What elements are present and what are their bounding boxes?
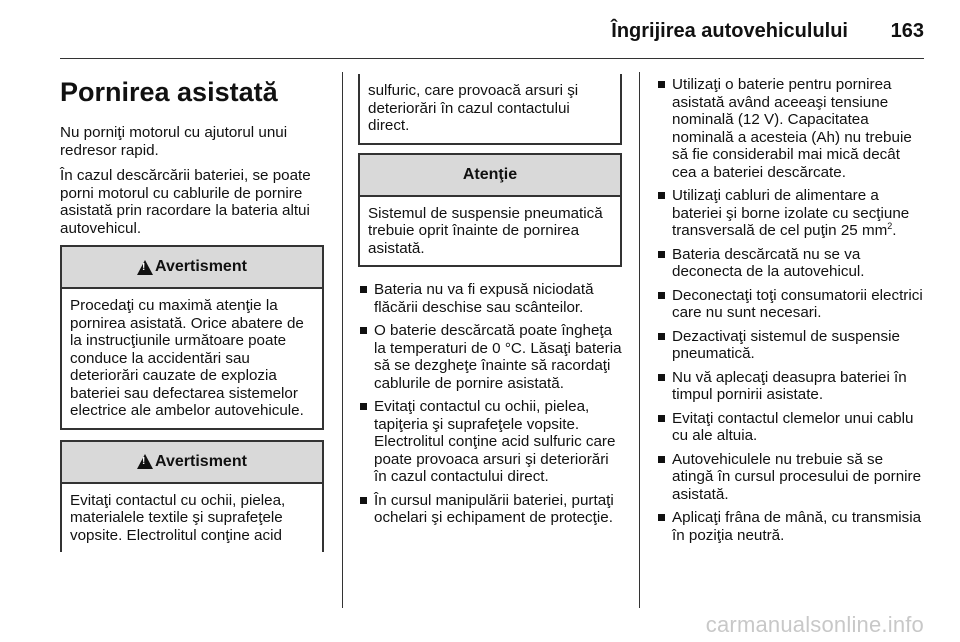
caution-title: Atenţie [462,165,518,183]
header-divider [60,58,924,59]
warning-text-continuation: sulfuric, care provoacă arsuri şi deteriorări în cazul contactului direct. [368,82,579,134]
column-2 [358,74,622,533]
warning-box-header [62,442,322,484]
list-item: O baterie descărcată poate îngheţa la temperaturi de 0 °C. Lăsaţi bateria să se dezgheţe înainte să racordaţi cablurile de pornire asistată. [358,322,622,392]
running-header-title: Îngrijirea autovehiculului [611,20,848,42]
watermark: carmanualsonline.info [705,612,924,637]
square-bullet-icon [658,374,665,381]
list-item: Aplicaţi frâna de mână, cu transmisia în poziţia neutră. [656,509,928,544]
page-number: 163 [890,20,924,42]
square-bullet-icon [658,251,665,258]
caution-box-header [360,155,620,197]
warning-box-header [62,247,322,289]
list-item: În cursul manipulării bateriei, purtaţi ochelari şi echipament de protecţie. [358,492,622,527]
paragraph-jump-start: În cazul descărcării bateriei, se poate porni motorul cu cablurile de pornire asistată prin racordare la bateria altui autovehicul. [60,167,311,237]
square-bullet-icon [658,292,665,299]
warning-text: Evitaţi contactul cu ochii, pielea, materialele textile şi suprafeţele vopsite. Electrolitul conţine acid [70,491,286,544]
warning-title: Avertisment [155,258,247,276]
warning-text: Procedaţi cu maximă atenţie la pornirea asistată. Orice abatere de la instrucţiunile următoare poate conduce la accidentări sau deteriorări cauzate de explozia bateriei sau defectarea sistemelor electrice ale ambelor autovehicule. [70,297,304,419]
warning-title: Avertisment [155,452,247,470]
warning-triangle-icon [137,260,153,275]
caution-text: Sistemul de suspensie pneumatică trebuie oprit înainte de pornirea asistată. [368,204,603,257]
list-item: Deconectaţi toţi consumatorii electrici care nu sunt necesari. [656,287,928,322]
square-bullet-icon [658,192,665,199]
list-item: Evitaţi contactul cu ochii, pielea, tapiţeria şi suprafeţele vopsite. Electrolitul conţine acid sulfuric care poate provoaca arsuri şi deteriorări în cazul contactului direct. [358,398,622,486]
square-bullet-icon [360,403,367,410]
list-item: Dezactivaţi sistemul de suspensie pneumatică. [656,328,928,363]
caution-box [358,153,622,268]
warning-triangle-icon [137,454,153,469]
superscript: 2 [887,220,893,231]
list-item: Autovehiculele nu trebuie să se atingă în cursul procesului de pornire asistată. [656,451,928,504]
warning-box-1 [60,245,324,430]
column-divider-left [342,72,343,608]
square-bullet-icon [360,327,367,334]
column-1 [60,76,324,562]
warning-box-2-continuation [358,74,622,145]
square-bullet-icon [658,333,665,340]
square-bullet-icon [658,456,665,463]
section-title: Pornirea asistată [60,77,278,107]
square-bullet-icon [360,497,367,504]
list-item: Nu vă aplecaţi deasupra bateriei în timpul pornirii asistate. [656,369,928,404]
list-item: Evitaţi contactul clemelor unui cablu cu ale altuia. [656,410,928,445]
bullet-list-2 [656,76,928,544]
list-item: Utilizaţi o baterie pentru pornirea asistată având aceeaşi tensiune nominală (12 V). Capacitatea nominală a acesteia (Ah) nu trebuie să fie considerabil mai mică decât cea a bateriei descărcate. [656,76,928,181]
list-item: Bateria descărcată nu se va deconecta de la autovehicul. [656,246,928,281]
column-3 [656,76,928,550]
paragraph-no-fast-charger: Nu porniţi motorul cu ajutorul unui redresor rapid. [60,124,288,159]
square-bullet-icon [658,81,665,88]
bullet-list-1 [358,281,622,527]
square-bullet-icon [658,415,665,422]
square-bullet-icon [658,514,665,521]
list-item: Utilizaţi cabluri de alimentare a bateriei şi borne izolate cu secţiune transversală de cel puţin 25 $mm^2$. [656,187,928,240]
list-item: Bateria nu va fi expusă niciodată flăcării deschise sau scânteilor. [358,281,622,316]
column-divider-right [639,72,640,608]
warning-box-2 [60,440,324,553]
square-bullet-icon [360,286,367,293]
